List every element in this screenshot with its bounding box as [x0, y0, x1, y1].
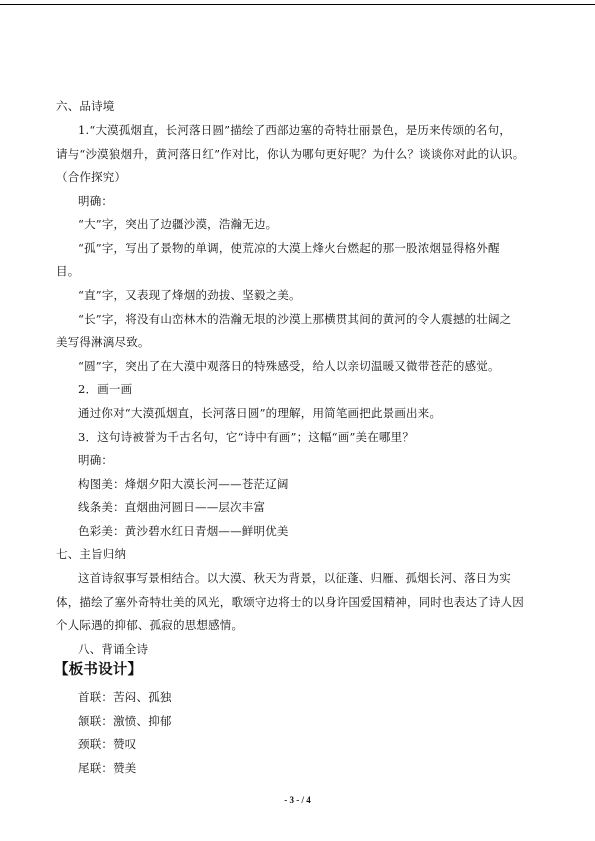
answer-label: 明确：	[78, 194, 114, 208]
section-8-title: 八、背诵全诗	[78, 642, 149, 656]
theme-line-2: 体，描绘了塞外奇特壮美的风光，歌颂守边将士的以身许国爱国精神，同时也表达了诗人因	[56, 595, 524, 609]
question-1-line-2: 请与“沙漠狼烟升，黄河落日红”作对比，你认为哪句更好呢？为什么？谈谈你对此的认识。	[56, 147, 525, 161]
question-2-text: 通过你对“大漠孤烟直，长河落日圆”的理解，用简笔画把此景画出来。	[78, 406, 442, 420]
page-number: - 3 - / 4	[284, 795, 311, 805]
section-6-title: 六、品诗境	[56, 99, 115, 113]
answer-zhi: “直”字，又表现了烽烟的劲拔、坚毅之美。	[78, 288, 301, 302]
section-7-title: 七、主旨归纳	[56, 547, 127, 561]
board-item-3: 颈联：赞叹	[78, 737, 137, 751]
theme-line-3: 个人际遇的抑郁、孤寂的思想感情。	[56, 618, 244, 632]
board-item-4: 尾联：赞美	[78, 761, 137, 775]
answer-da: “大”字，突出了边疆沙漠，浩瀚无边。	[78, 217, 278, 231]
answer-gu-line-1: “孤”字，写出了景物的单调，使荒凉的大漠上烽火台燃起的那一股浓烟显得格外醒	[78, 241, 500, 255]
board-item-2: 颔联：激愤、抑郁	[78, 714, 172, 728]
theme-line-1: 这首诗叙事写景相结合。以大漠、秋天为背景，以征蓬、归雁、孤烟长河、落日为实	[78, 571, 511, 585]
beauty-composition: 构图美：烽烟夕阳大漠长河——苍茫辽阔	[78, 477, 289, 491]
question-2-title: 2．画一画	[78, 382, 133, 396]
question-3-title: 3．这句诗被誉为千古名句，它“诗中有画”；这幅“画”美在哪里？	[78, 430, 415, 444]
board-item-1: 首联：苦闷、孤独	[78, 690, 172, 704]
board-design-title: 【板书设计】	[54, 662, 143, 678]
answer-label-2: 明确：	[78, 453, 114, 467]
beauty-colors: 色彩美：黄沙碧水红日青烟——鲜明优美	[78, 524, 289, 538]
answer-gu-line-2: 目。	[56, 264, 80, 278]
question-1-line-1: 1.“大漠孤烟直，长河落日圆”描绘了西部边塞的奇特壮丽景色，是历来传颂的名句，	[78, 123, 512, 137]
beauty-lines: 线条美：直烟曲河圆日——层次丰富	[78, 500, 266, 514]
answer-chang-line-1: “长”字，将没有山峦林木的浩瀚无垠的沙漠上那横贯其间的黄河的令人震撼的壮阔之	[78, 312, 512, 326]
question-1-line-3: （合作探究）	[56, 170, 127, 184]
header-rule	[0, 4, 595, 5]
answer-yuan: “圆”字，突出了在大漠中观落日的特殊感受，给人以亲切温暖又微带苍茫的感觉。	[78, 359, 500, 373]
answer-chang-line-2: 美写得淋漓尽致。	[56, 335, 150, 349]
